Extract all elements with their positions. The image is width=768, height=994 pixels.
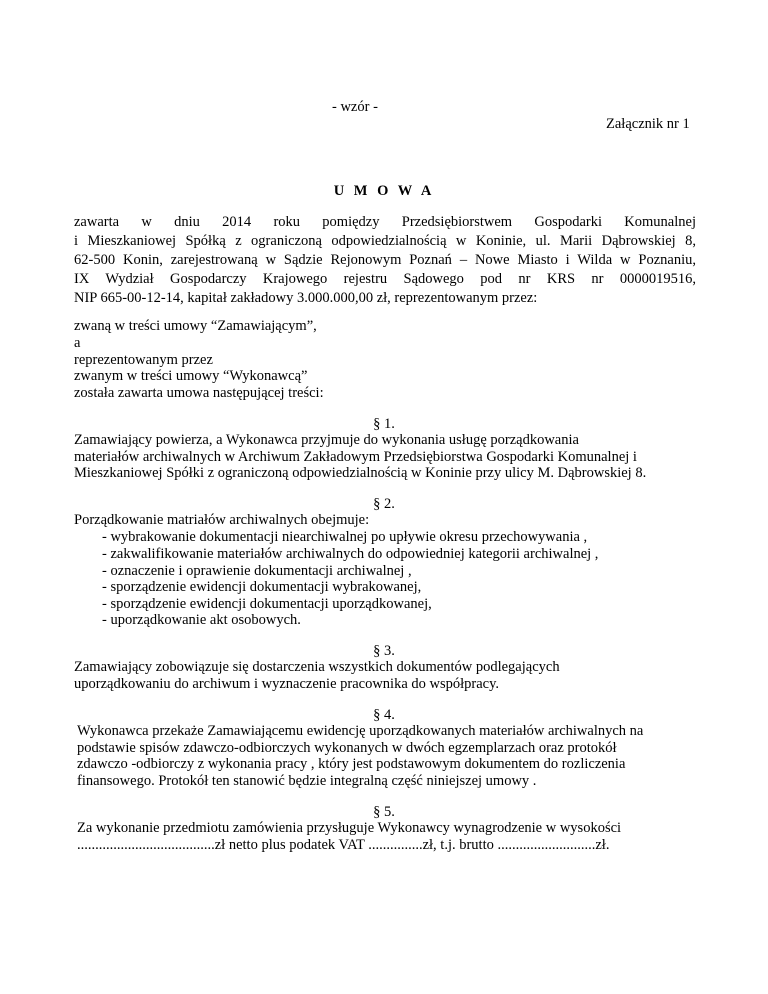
section-line: finansowego. Protokół ten stanowić będzie integralną część niniejszej umowy . — [77, 773, 537, 789]
intro-line: i Mieszkaniowej Spółką z ograniczoną odpowiedzialnością w Koninie, ul. Marii Dąbrowskiej 8, — [74, 233, 696, 249]
section-heading: § 3. — [373, 643, 395, 659]
attachment-number: Załącznik nr 1 — [606, 116, 690, 132]
section-heading: § 5. — [373, 804, 395, 820]
intro-line: NIP 665-00-12-14, kapitał zakładowy 3.000.000,00 zł, reprezentowanym przez: — [74, 290, 538, 306]
list-item: - uporządkowanie akt osobowych. — [102, 612, 301, 628]
list-item: - zakwalifikowanie materiałów archiwalnych do odpowiedniej kategorii archiwalnej , — [102, 546, 599, 562]
section-line: Porządkowanie matriałów archiwalnych obejmuje: — [74, 512, 370, 528]
section-line: materiałów archiwalnych w Archiwum Zakładowym Przedsiębiorstwa Gospodarki Komunalnej i — [74, 449, 637, 465]
section-line: uporządkowaniu do archiwum i wyznaczenie pracownika do współpracy. — [74, 676, 500, 692]
intro-paragraph — [74, 213, 696, 308]
list-item: - sporządzenie ewidencji dokumentacji wybrakowanej, — [102, 579, 422, 595]
section-line: Wykonawca przekaże Zamawiającemu ewidencję uporządkowanych materiałów archiwalnych na — [77, 723, 644, 739]
section-line: podstawie spisów zdawczo-odbiorczych wykonanych w dwóch egzemplarzach oraz protokół — [77, 740, 617, 756]
intro-line: zawarta w dniu 2014 roku pomiędzy Przedsiębiorstwem Gospodarki Komunalnej — [74, 214, 696, 230]
intro-line: IX Wydział Gospodarczy Krajowego rejestru Sądowego pod nr KRS nr 0000019516, — [74, 271, 696, 287]
section-heading: § 4. — [373, 707, 395, 723]
section-line: ......................................zł netto plus podatek VAT ...............zł, t.j. brutto ...........................zł. — [77, 837, 610, 853]
party-contractor-line: zwanym w treści umowy “Wykonawcą” — [74, 368, 308, 384]
list-item: - oznaczenie i oprawienie dokumentacji archiwalnej , — [102, 563, 412, 579]
document-title: U M O W A — [333, 183, 435, 199]
list-item: - wybrakowanie dokumentacji niearchiwalnej po upływie okresu przechowywania , — [102, 529, 588, 545]
agreement-intro-line: została zawarta umowa następującej treści: — [74, 385, 324, 401]
section-line: Mieszkaniowej Spółki z ograniczoną odpowiedzialnością w Koninie przy ulicy M. Dąbrowskiej 8. — [74, 465, 647, 481]
section-line: Za wykonanie przedmiotu zamówienia przysługuje Wykonawcy wynagrodzenie w wysokości — [77, 820, 622, 836]
section-line: Zamawiający powierza, a Wykonawca przyjmuje do wykonania usługę porządkowania — [74, 432, 579, 448]
section-line: Zamawiający zobowiązuje się dostarczenia wszystkich dokumentów podlegających — [74, 659, 560, 675]
intro-line: 62-500 Konin, zarejestrowaną w Sądzie Rejonowym Poznań – Nowe Miasto i Wilda w Poznaniu, — [74, 252, 696, 268]
party-and-line: a — [74, 335, 81, 351]
wzor-label: - wzór - — [332, 99, 378, 115]
party-represented-line: reprezentowanym przez — [74, 352, 213, 368]
party-ordering-line: zwaną w treści umowy “Zamawiającym”, — [74, 318, 317, 334]
list-item: - sporządzenie ewidencji dokumentacji uporządkowanej, — [102, 596, 432, 612]
section-line: zdawczo -odbiorczy z wykonania pracy , który jest podstawowym dokumentem do rozliczenia — [77, 756, 626, 772]
section-heading: § 2. — [373, 496, 395, 512]
section-heading: § 1. — [373, 416, 395, 432]
